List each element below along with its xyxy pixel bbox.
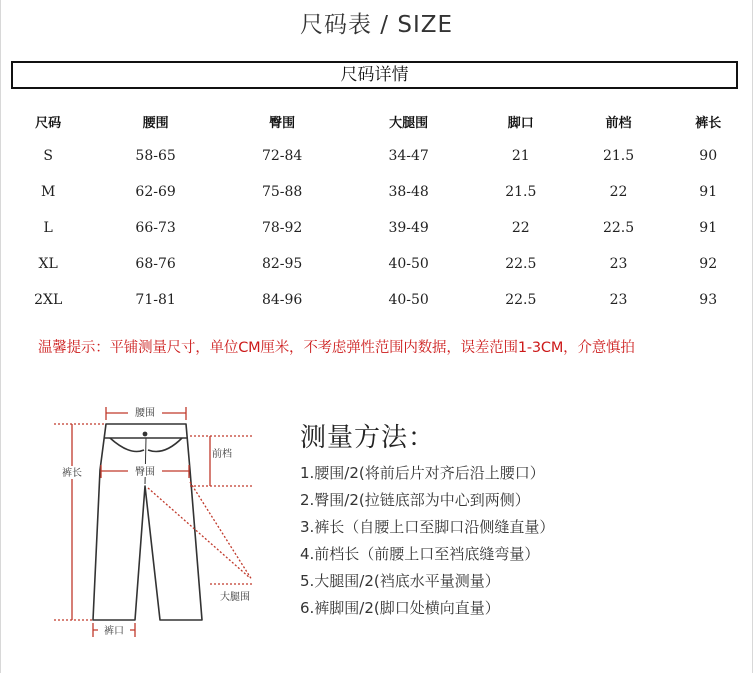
list-item: 4.前档长（前腰上口至裆底缝弯量）: [300, 545, 540, 563]
measurement-steps: [300, 460, 554, 622]
front-rise-label: 前档: [212, 449, 232, 460]
pants-outline: [93, 424, 202, 620]
table-cell: 84-96: [261, 292, 303, 308]
table-header-row: [4, 104, 749, 138]
table-cell: 22.5: [505, 292, 537, 308]
table-cell: XL: [38, 256, 58, 272]
front-rise-measure-line: [190, 436, 252, 486]
waist-button-icon: [143, 432, 148, 437]
table-cell: 40-50: [388, 292, 429, 308]
column-header: 臀围: [269, 115, 296, 131]
table-cell: S: [43, 148, 53, 164]
column-header: 大腿围: [389, 115, 429, 131]
table-cell: 22.5: [505, 256, 537, 272]
table-cell: L: [43, 220, 53, 236]
column-header: 前档: [605, 115, 632, 131]
pants-measurement-diagram: [40, 398, 270, 648]
list-item: 5.大腿围/2(裆底水平量测量）: [300, 572, 500, 590]
page-title: 尺码表 / SIZE: [299, 12, 454, 38]
table-cell: 92: [699, 256, 718, 272]
table-row: [4, 210, 749, 246]
table-cell: 22: [511, 220, 530, 236]
table-cell: 22: [609, 184, 628, 200]
waist-label: 腰围: [135, 408, 155, 419]
table-cell: 71-81: [135, 292, 176, 308]
measurement-notice: 温馨提示：平铺测量尺寸，单位CM厘米，不考虑弹性范围内数据，误差范围1-3CM，介意慎拍: [38, 340, 635, 356]
column-header: 脚口: [507, 115, 534, 131]
column-header: 腰围: [142, 115, 169, 131]
table-cell: 21.5: [505, 184, 537, 200]
table-cell: 58-65: [135, 148, 176, 164]
table-row: [4, 246, 749, 282]
table-cell: 91: [699, 220, 718, 236]
table-cell: 72-84: [261, 148, 303, 164]
thigh-label: 大腿围: [220, 592, 250, 603]
table-cell: 62-69: [135, 184, 176, 200]
list-item: 2.臀围/2(拉链底部为中心到两侧）: [300, 491, 530, 509]
table-cell: 39-49: [388, 220, 429, 236]
hip-label: 臀围: [135, 467, 155, 478]
table-cell: 38-48: [388, 184, 429, 200]
table-row: [4, 138, 749, 174]
list-item: 6.裤脚围/2(脚口处横向直量）: [300, 599, 500, 617]
column-header: 尺码: [35, 115, 62, 131]
size-table: [4, 104, 749, 318]
table-cell: 90: [699, 148, 718, 164]
length-label: 裤长: [62, 468, 82, 479]
hem-label: 裤口: [104, 626, 124, 637]
table-cell: M: [40, 184, 56, 200]
table-cell: 21: [511, 148, 530, 164]
thigh-measure-line: [148, 482, 254, 584]
table-cell: 78-92: [261, 220, 303, 236]
column-header: 裤长: [695, 115, 722, 131]
table-cell: 75-88: [261, 184, 303, 200]
table-cell: 68-76: [135, 256, 176, 272]
table-cell: 82-95: [261, 256, 303, 272]
method-title: 测量方法：: [300, 423, 436, 453]
table-row: [4, 174, 749, 210]
table-cell: 91: [699, 184, 718, 200]
table-cell: 66-73: [135, 220, 176, 236]
table-cell: 40-50: [388, 256, 429, 272]
table-row: [4, 282, 749, 318]
table-cell: 23: [609, 292, 628, 308]
list-item: 1.腰围/2(将前后片对齐后沿上腰口）: [300, 464, 545, 482]
table-cell: 23: [609, 256, 628, 272]
table-cell: 93: [699, 292, 718, 308]
left-frame-line: [0, 0, 1, 673]
table-cell: 34-47: [388, 148, 429, 164]
section-header: 尺码详情: [11, 61, 738, 89]
table-cell: 2XL: [34, 292, 63, 308]
list-item: 3.裤长（自腰上口至脚口沿侧缝直量）: [300, 518, 555, 536]
table-cell: 22.5: [602, 220, 635, 236]
table-cell: 21.5: [602, 148, 635, 164]
